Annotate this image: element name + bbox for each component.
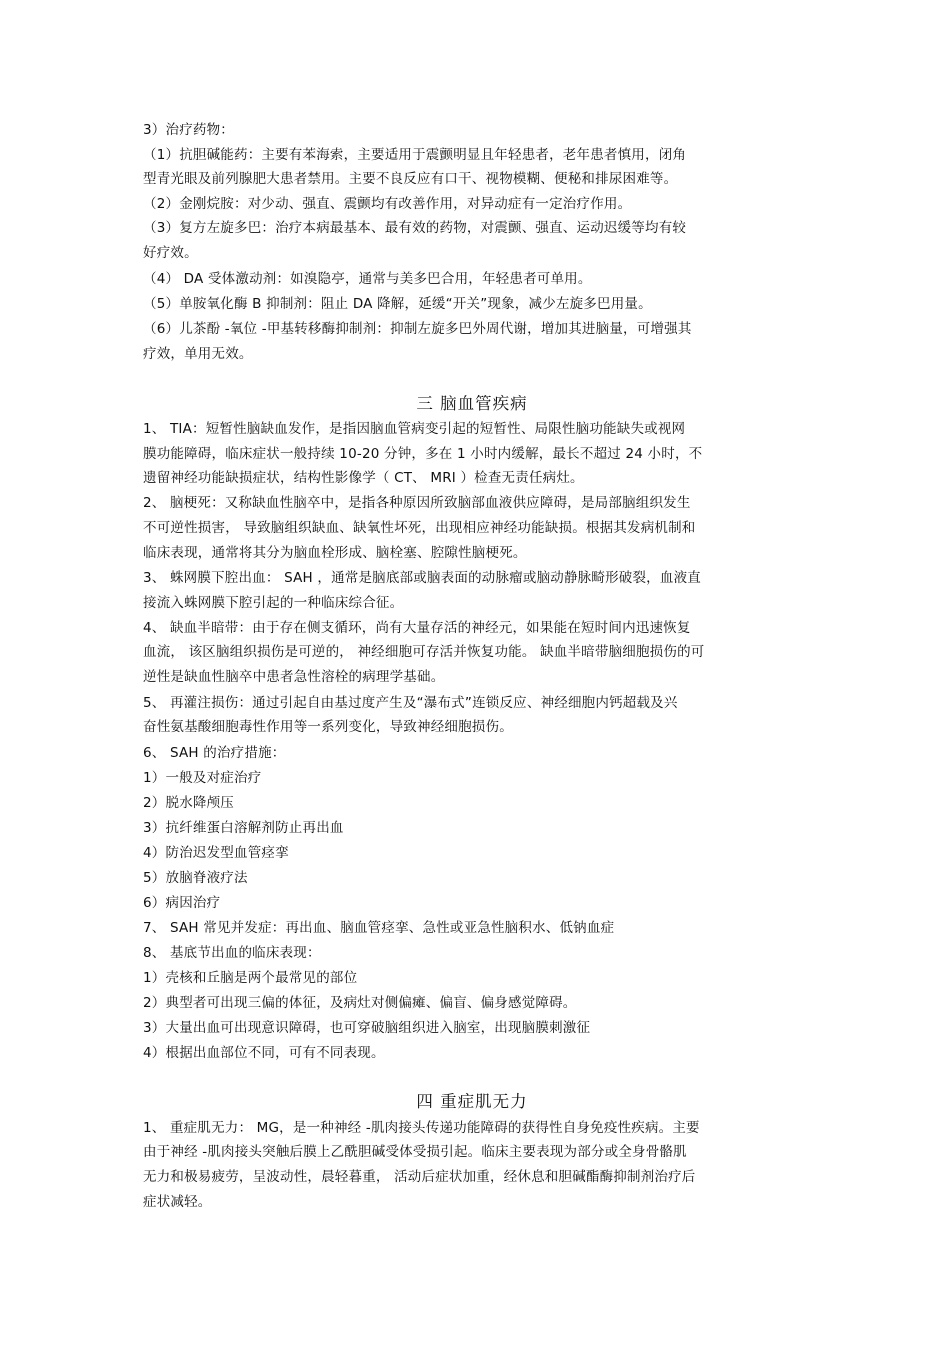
list-item: 5）放脑脊液疗法 — [143, 870, 248, 886]
paragraph-line: 膜功能障碍，临床症状一般持续 10-20 分钟，多在 1 小时内缓解，最长不超过 24 小时，不 — [143, 446, 703, 462]
paragraph-line: 遗留神经功能缺损症状，结构性影像学（ CT、 MRI ）检查无责任病灶。 — [143, 470, 584, 486]
paragraph-line: 症状减轻。 — [143, 1194, 212, 1210]
paragraph-line: （2）金刚烷胺：对少动、强直、震颤均有改善作用，对异动症有一定治疗作用。 — [143, 196, 632, 212]
paragraph-line: 1、 TIA：短暂性脑缺血发作，是指因脑血管病变引起的短暂性、局限性脑功能缺失或视网 — [143, 421, 686, 437]
paragraph-line: 8、 基底节出血的临床表现： — [143, 945, 321, 961]
paragraph-line: 血流， 该区脑组织损伤是可逆的， 神经细胞可存活并恢复功能。 缺血半暗带脑细胞损伤的可 — [143, 644, 705, 660]
section-heading — [0, 1091, 950, 1113]
paragraph-line: 3）治疗药物： — [143, 122, 234, 138]
paragraph-line: （4） DA 受体激动剂：如溴隐亭，通常与美多巴合用，年轻患者可单用。 — [143, 271, 592, 287]
paragraph-line: （3）复方左旋多巴：治疗本病最基本、最有效的药物，对震颤、强直、运动迟缓等均有较 — [143, 220, 687, 236]
paragraph-line: 临床表现，通常将其分为脑血栓形成、脑栓塞、腔隙性脑梗死。 — [143, 545, 527, 561]
list-item: 3）大量出血可出现意识障碍，也可穿破脑组织进入脑室，出现脑膜刺激征 — [143, 1020, 591, 1036]
paragraph-line: 不可逆性损害， 导致脑组织缺血、缺氧性坏死，出现相应神经功能缺损。根据其发病机制和 — [143, 520, 696, 536]
list-item: 1）一般及对症治疗 — [143, 770, 262, 786]
paragraph-line: 接流入蛛网膜下腔引起的一种临床综合征。 — [143, 595, 404, 611]
list-item: 1）壳核和丘脑是两个最常见的部位 — [143, 970, 358, 986]
list-item: 3）抗纤维蛋白溶解剂防止再出血 — [143, 820, 344, 836]
paragraph-line: 2、 脑梗死：又称缺血性脑卒中，是指各种原因所致脑部血液供应障碍，是局部脑组织发生 — [143, 495, 691, 511]
paragraph-line: 4、 缺血半暗带：由于存在侧支循环，尚有大量存活的神经元，如果能在短时间内迅速恢复 — [143, 620, 691, 636]
section-heading — [0, 393, 950, 415]
paragraph-line: （5）单胺氧化酶 B 抑制剂：阻止 DA 降解，延缓“开关”现象，减少左旋多巴用量。 — [143, 296, 652, 312]
list-item: 6）病因治疗 — [143, 895, 221, 911]
paragraph-line: 1、 重症肌无力： MG，是一种神经 -肌肉接头传递功能障碍的获得性自身免疫性疾病。主要 — [143, 1120, 700, 1136]
paragraph-line: 型青光眼及前列腺肥大患者禁用。主要不良反应有口干、视物模糊、便秘和排尿困难等。 — [143, 171, 678, 187]
paragraph-line: （1）抗胆碱能药：主要有苯海索，主要适用于震颤明显且年轻患者，老年患者慎用，闭角 — [143, 147, 687, 163]
list-item: 2）典型者可出现三偏的体征，及病灶对侧偏瘫、偏盲、偏身感觉障碍。 — [143, 995, 577, 1011]
section-title-myasthenia: 四 重症肌无力 — [416, 1092, 528, 1111]
list-item: 4）防治迟发型血管痉挛 — [143, 845, 289, 861]
paragraph-line: 7、 SAH 常见并发症：再出血、脑血管痉挛、急性或亚急性脑积水、低钠血症 — [143, 920, 615, 936]
paragraph-line: 5、 再灌注损伤：通过引起自由基过度产生及“瀑布式”连锁反应、神经细胞内钙超载及兴 — [143, 695, 678, 711]
paragraph-line: 疗效，单用无效。 — [143, 346, 253, 362]
paragraph-line: 好疗效。 — [143, 245, 198, 261]
paragraph-line: 逆性是缺血性脑卒中患者急性溶栓的病理学基础。 — [143, 669, 445, 685]
paragraph-line: 3、 蛛网膜下腔出血： SAH ，通常是脑底部或脑表面的动脉瘤或脑动静脉畸形破裂，血液直 — [143, 570, 701, 586]
list-item: 2）脱水降颅压 — [143, 795, 234, 811]
section-title-cerebrovascular: 三 脑血管疾病 — [416, 394, 528, 413]
paragraph-line: 6、 SAH 的治疗措施： — [143, 745, 286, 761]
paragraph-line: 由于神经 -肌肉接头突触后膜上乙酰胆碱受体受损引起。临床主要表现为部分或全身骨骼肌 — [143, 1144, 687, 1160]
paragraph-line: 奋性氨基酸细胞毒性作用等一系列变化，导致神经细胞损伤。 — [143, 719, 513, 735]
paragraph-line: （6）儿茶酚 -氧位 -甲基转移酶抑制剂：抑制左旋多巴外周代谢，增加其进脑量，可增强其 — [143, 321, 692, 337]
paragraph-line: 无力和极易疲劳，呈波动性，晨轻暮重， 活动后症状加重，经休息和胆碱酯酶抑制剂治疗后 — [143, 1169, 696, 1185]
list-item: 4）根据出血部位不同，可有不同表现。 — [143, 1045, 385, 1061]
